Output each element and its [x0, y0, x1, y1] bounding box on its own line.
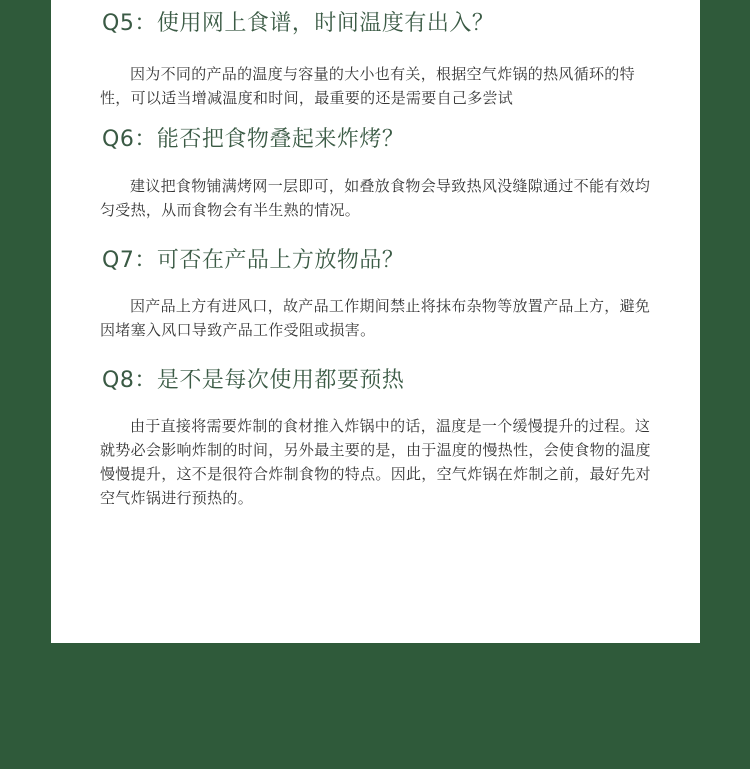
faq-answer: 建议把食物铺满烤网一层即可，如叠放食物会导致热风没缝隙通过不能有效均匀受热，从而食物会有半生熟的情况。	[100, 177, 651, 219]
faq-question: Q7：可否在产品上方放物品？	[102, 248, 405, 273]
faq-answer: 因为不同的产品的温度与容量的大小也有关，根据空气炸锅的热风循环的特性，可以适当增减温度和时间，最重要的还是需要自己多尝试	[100, 65, 635, 107]
faq-card	[51, 0, 700, 643]
faq-question: Q6：能否把食物叠起来炸烤？	[102, 127, 405, 152]
faq-answer: 因产品上方有进风口，故产品工作期间禁止将抹布杂物等放置产品上方，避免因堵塞入风口导致产品工作受阻或损害。	[100, 297, 651, 339]
faq-question: Q5：使用网上食谱，时间温度有出入？	[102, 11, 495, 36]
faq-answer: 由于直接将需要炸制的食材推入炸锅中的话，温度是一个缓慢提升的过程。这就势必会影响炸制的时间，另外最主要的是，由于温度的慢热性，会使食物的温度慢慢提升，这不是很符合炸制食物的特点。因此，空气炸锅在炸制之前，最好先对空气炸锅进行预热的。	[100, 417, 651, 507]
faq-question: Q8：是不是每次使用都要预热	[102, 368, 405, 393]
